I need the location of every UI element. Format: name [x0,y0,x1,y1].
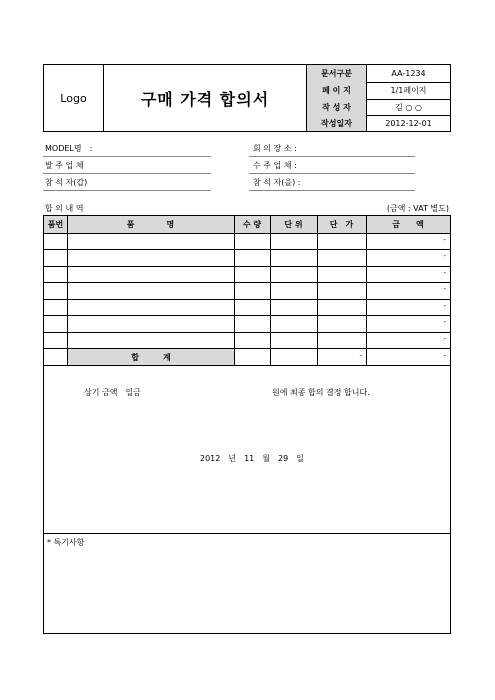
meta-label: 작성일자 [307,115,367,131]
meta-row-doc-type [307,65,450,82]
meta-value: AA-1234 [391,69,426,78]
column-divider [317,216,318,365]
row-amount: - [443,252,446,260]
row-amount: - [443,285,446,293]
agreement-table [43,215,451,634]
meta-label: 문서구분 [307,65,367,82]
section-title: 합 의 내 역 [45,204,84,213]
vat-note: (금액 : VAT 별도) [386,204,449,213]
document-title: 구매 가격 합의서 [104,65,307,131]
remarks-divider [44,533,450,534]
row-divider [44,233,450,234]
attendee-a-field-line [43,190,211,191]
total-label: 합 계 [131,352,171,362]
receiving-company-label: 수 주 업 체 : [253,161,297,170]
row-divider [44,332,450,333]
agreement-date: 2012 년 11 월 29 일 [200,454,304,463]
meta-value: 1/1페이지 [390,86,427,95]
model-field-line [43,156,211,157]
attendee-a-label: 참 석 자(갑) [45,178,88,187]
meta-row-date [307,115,450,131]
attendee-b-label: 참 석 자(을) : [253,178,301,187]
attendee-b-field-line [249,190,415,191]
meta-value: 2012-12-01 [385,118,432,128]
row-divider [44,315,450,316]
row-divider [44,365,450,366]
row-divider [44,266,450,267]
row-divider [44,299,450,300]
column-divider [366,216,367,365]
column-divider [270,216,271,365]
receiving-company-field-line [249,173,415,174]
row-amount: - [443,335,446,343]
row-amount: - [443,318,446,326]
agreement-prefix: 상기 금액 일금 [84,388,141,397]
remarks-label: * 특기사항 [47,538,85,547]
column-divider [234,216,235,365]
row-amount: - [443,236,446,244]
meeting-place-label: 회 의 장 소 : [253,144,297,153]
header-cell-unit: 단 위 [284,220,303,229]
meta-row-author [307,99,450,116]
row-amount: - [443,302,446,310]
header-cell-qty: 수 량 [242,220,262,229]
row-divider [44,282,450,283]
column-divider [67,216,68,365]
header-cell-no: 품번 [47,220,64,229]
meta-label: 페 이 지 [307,82,367,99]
total-unit-price: - [359,352,362,360]
logo: Logo [44,65,104,131]
total-amount: - [443,352,446,360]
meta-label: 작 성 자 [307,99,367,116]
ordering-company-field-line [43,173,211,174]
meta-row-page [307,82,450,99]
header-cell-item: 품 명 [126,220,175,229]
header-cell-unit-price: 단 가 [329,220,354,229]
ordering-company-label: 발 주 업 체 [45,161,84,170]
meta-value: 김 ○ ○ [395,103,422,112]
header-cell-amount: 금 액 [392,220,424,229]
row-amount: - [443,269,446,277]
meeting-place-field-line [249,156,415,157]
row-divider [44,249,450,250]
model-label: MODEL명 : [45,144,93,153]
agreement-suffix: 원에 최종 합의 결정 합니다. [272,388,370,397]
